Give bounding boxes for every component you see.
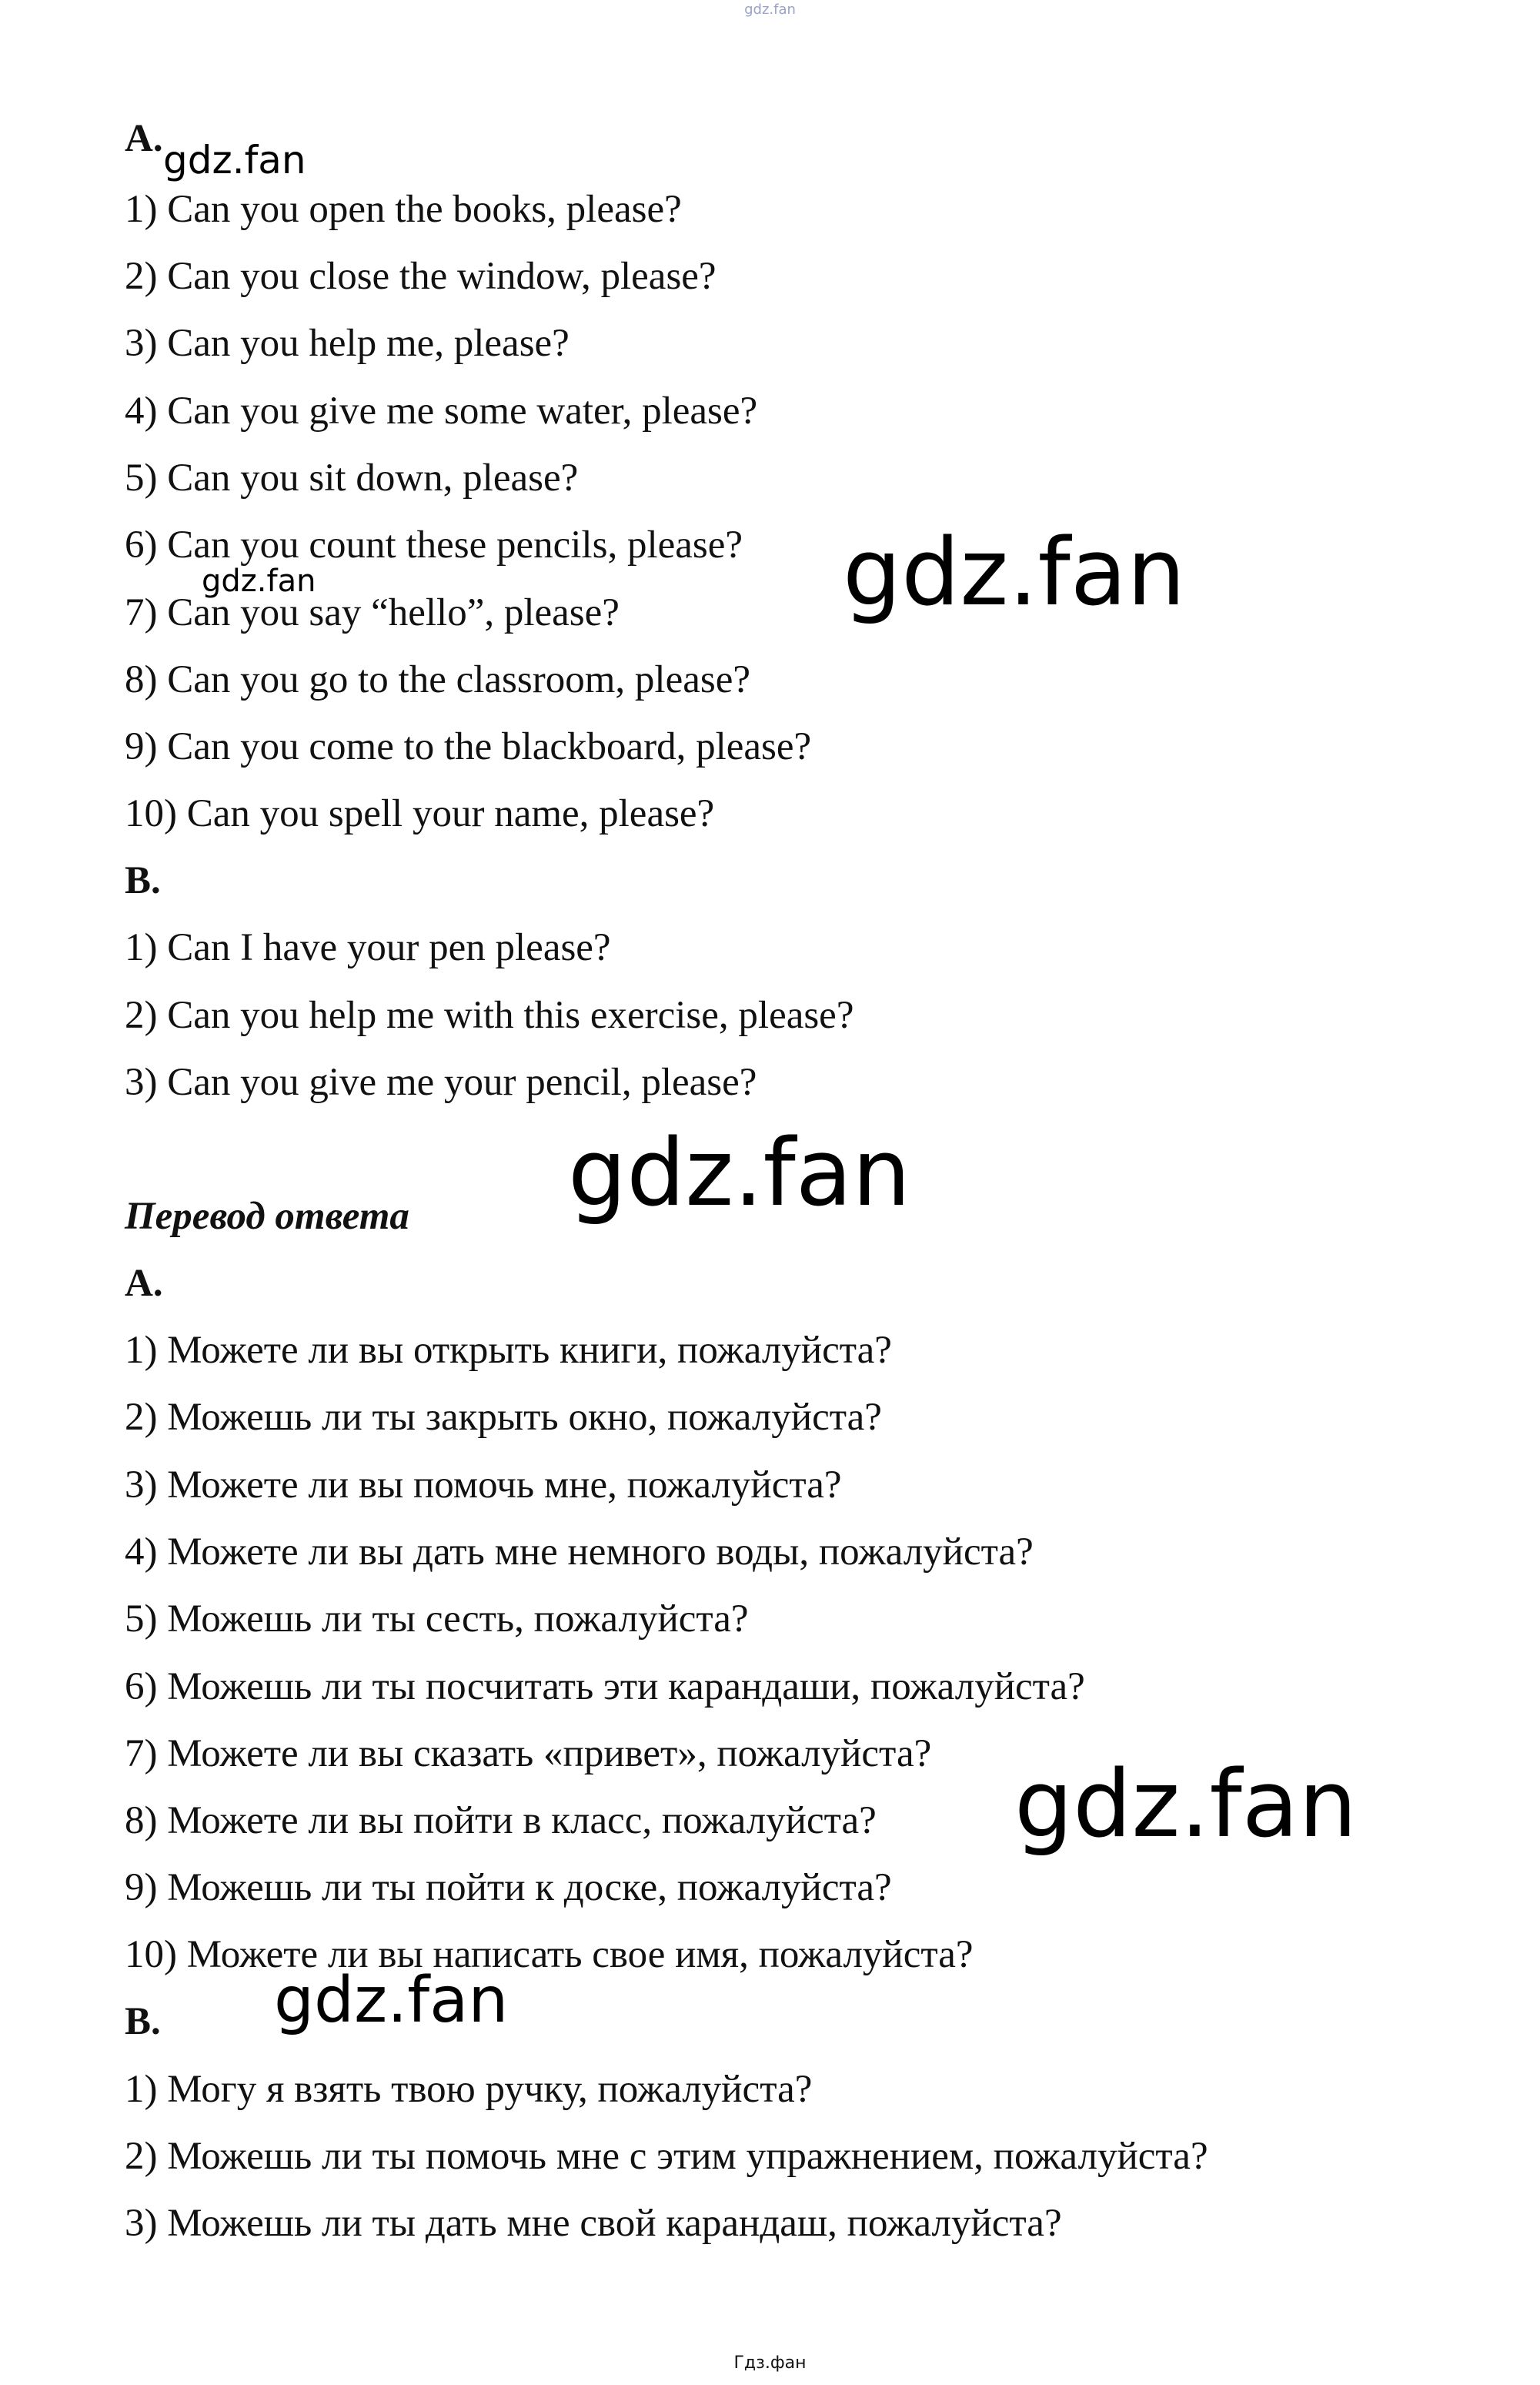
list-item: 6) Можешь ли ты посчитать эти карандаши, пожалуйста?: [125, 1665, 1085, 1708]
list-item: 4) Можете ли вы дать мне немного воды, пожалуйста?: [125, 1530, 1034, 1574]
list-item: 3) Can you help me, please?: [125, 322, 570, 365]
list-item: 7) Можете ли вы сказать «привет», пожалуйста?: [125, 1732, 932, 1775]
list-item: 7) Can you say “hello”, please?: [125, 591, 620, 634]
part-b-label: B.: [125, 859, 161, 902]
list-item: 5) Можешь ли ты сесть, пожалуйста?: [125, 1597, 749, 1641]
list-item: 9) Can you come to the blackboard, please?: [125, 725, 812, 768]
list-item: 3) Can you give me your pencil, please?: [125, 1061, 757, 1104]
list-item: 8) Можете ли вы пойти в класс, пожалуйста?: [125, 1799, 877, 1842]
list-item: 4) Can you give me some water, please?: [125, 390, 758, 433]
watermark: gdz.fan: [568, 1120, 911, 1227]
list-item: 1) Можете ли вы открыть книги, пожалуйста?: [125, 1329, 892, 1372]
part-a-label: A.: [125, 117, 163, 160]
list-item: 2) Можешь ли ты закрыть окно, пожалуйста?: [125, 1396, 882, 1439]
list-item: 10) Можете ли вы написать свое имя, пожалуйста?: [125, 1933, 974, 1976]
watermark: gdz.fan: [843, 520, 1186, 627]
watermark: gdz.fan: [163, 138, 306, 182]
translation-part-b-label: B.: [125, 2000, 161, 2043]
list-item: 2) Can you close the window, please?: [125, 255, 717, 298]
list-item: 2) Можешь ли ты помочь мне с этим упражнением, пожалуйста?: [125, 2135, 1208, 2178]
list-item: 2) Can you help me with this exercise, please?: [125, 994, 854, 1037]
watermark: gdz.fan: [202, 564, 316, 599]
translation-title: Перевод ответа: [125, 1195, 409, 1238]
list-item: 3) Можете ли вы помочь мне, пожалуйста?: [125, 1463, 842, 1507]
list-item: 1) Can I have your pen please?: [125, 926, 611, 969]
watermark: gdz.fan: [1014, 1751, 1358, 1858]
list-item: 1) Могу я взять твою ручку, пожалуйста?: [125, 2068, 813, 2111]
footer-text: Гдз.фан: [733, 2353, 807, 2373]
list-item: 6) Can you count these pencils, please?: [125, 523, 743, 567]
list-item: 1) Can you open the books, please?: [125, 188, 682, 231]
list-item: 3) Можешь ли ты дать мне свой карандаш, пожалуйста?: [125, 2202, 1062, 2245]
list-item: 8) Can you go to the classroom, please?: [125, 658, 750, 701]
watermark: gdz.fan: [274, 1964, 509, 2037]
translation-part-a-label: A.: [125, 1262, 163, 1305]
list-item: 5) Can you sit down, please?: [125, 457, 579, 500]
header-watermark: gdz.fan: [744, 2, 796, 18]
list-item: 10) Can you spell your name, please?: [125, 792, 715, 835]
list-item: 9) Можешь ли ты пойти к доске, пожалуйста?: [125, 1866, 892, 1909]
